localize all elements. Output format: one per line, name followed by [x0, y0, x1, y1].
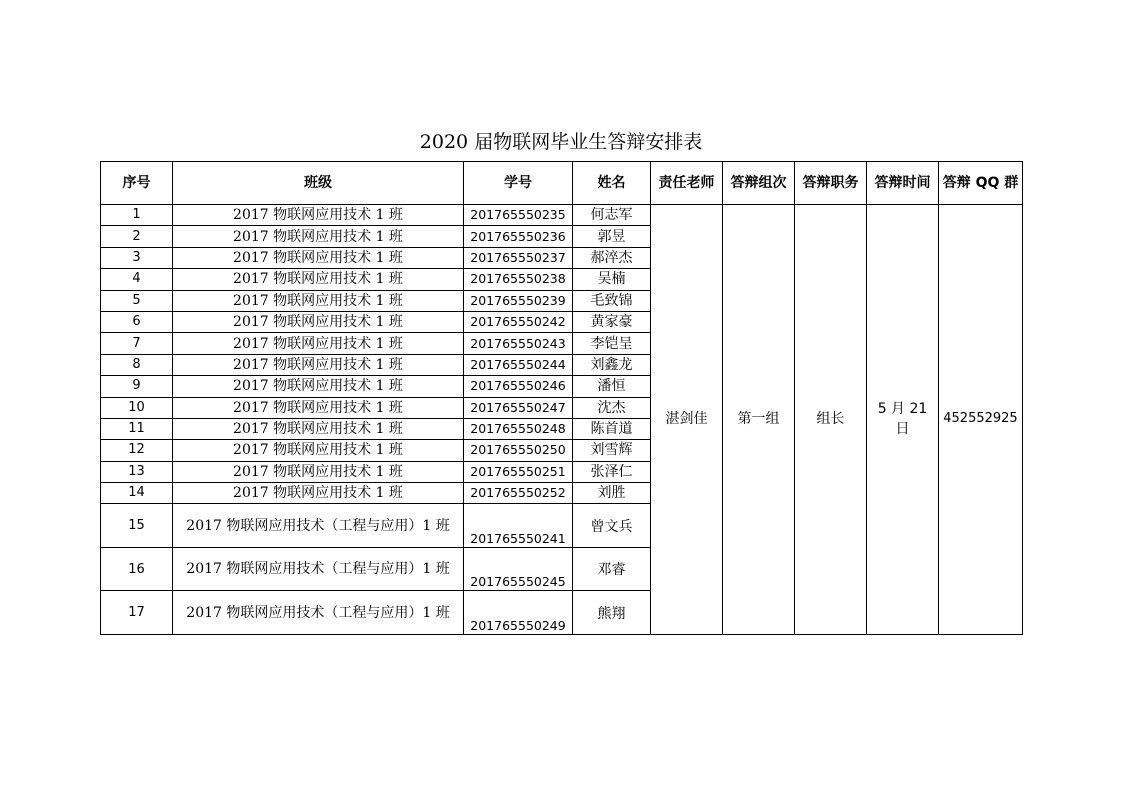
seq-cell: 7 [101, 333, 173, 354]
header-time: 答辩时间 [867, 162, 939, 205]
defense-schedule-table [100, 161, 1023, 635]
student-name-cell: 陈首道 [573, 418, 651, 439]
student-name-cell: 熊翔 [573, 591, 651, 635]
class-text: 2017 物联网应用技术（工程与应用）1 班 [186, 604, 450, 621]
class-cell [173, 504, 464, 548]
student-name-cell: 郭昱 [573, 226, 651, 247]
class-cell [173, 591, 464, 635]
seq-cell: 13 [101, 461, 173, 482]
seq-cell: 15 [101, 504, 173, 548]
group-cell: 第一组 [723, 205, 795, 635]
header-student-id: 学号 [464, 162, 573, 205]
student-id-cell: 201765550237 [464, 247, 573, 268]
header-class: 班级 [173, 162, 464, 205]
seq-cell: 1 [101, 205, 173, 226]
header-qq: 答辩 QQ 群 [939, 162, 1023, 205]
student-id-cell: 201765550249 [464, 591, 573, 635]
class-cell: 2017 物联网应用技术 1 班 [173, 311, 464, 332]
class-cell: 2017 物联网应用技术 1 班 [173, 418, 464, 439]
student-id-cell: 201765550244 [464, 354, 573, 375]
header-row [101, 162, 1023, 205]
seq-cell: 17 [101, 591, 173, 635]
class-text: 2017 物联网应用技术（工程与应用）1 班 [186, 517, 450, 534]
seq-cell: 6 [101, 311, 173, 332]
seq-cell: 2 [101, 226, 173, 247]
student-id-cell: 201765550241 [464, 504, 573, 548]
seq-cell: 10 [101, 397, 173, 418]
seq-cell: 16 [101, 547, 173, 591]
seq-cell: 12 [101, 440, 173, 461]
header-role: 答辩职务 [795, 162, 867, 205]
header-seq: 序号 [101, 162, 173, 205]
student-name-cell: 毛致锦 [573, 290, 651, 311]
student-name-cell: 曾文兵 [573, 504, 651, 548]
class-cell: 2017 物联网应用技术 1 班 [173, 290, 464, 311]
student-id-cell: 201765550246 [464, 376, 573, 397]
header-name: 姓名 [573, 162, 651, 205]
student-id-cell: 201765550245 [464, 547, 573, 591]
seq-cell: 5 [101, 290, 173, 311]
student-id-cell: 201765550235 [464, 205, 573, 226]
seq-cell: 14 [101, 483, 173, 504]
class-cell: 2017 物联网应用技术 1 班 [173, 205, 464, 226]
student-name-cell: 郝淬杰 [573, 247, 651, 268]
time-cell [867, 205, 939, 635]
time-text: 5 月 21 日 [877, 401, 928, 438]
student-name-cell: 刘胜 [573, 483, 651, 504]
class-cell: 2017 物联网应用技术 1 班 [173, 354, 464, 375]
student-id-cell: 201765550242 [464, 311, 573, 332]
student-name-cell: 李铠呈 [573, 333, 651, 354]
class-cell: 2017 物联网应用技术 1 班 [173, 397, 464, 418]
class-cell [173, 547, 464, 591]
class-cell: 2017 物联网应用技术 1 班 [173, 226, 464, 247]
student-name-cell: 刘鑫龙 [573, 354, 651, 375]
student-id-cell: 201765550252 [464, 483, 573, 504]
student-name-cell: 沈杰 [573, 397, 651, 418]
student-name-cell: 吴楠 [573, 269, 651, 290]
student-id-cell: 201765550236 [464, 226, 573, 247]
seq-cell: 4 [101, 269, 173, 290]
student-id-cell: 201765550239 [464, 290, 573, 311]
class-cell: 2017 物联网应用技术 1 班 [173, 333, 464, 354]
role-cell: 组长 [795, 205, 867, 635]
student-id-cell: 201765550243 [464, 333, 573, 354]
student-id-cell: 201765550251 [464, 461, 573, 482]
student-name-cell: 潘恒 [573, 376, 651, 397]
header-group: 答辩组次 [723, 162, 795, 205]
page-title: 2020 届物联网毕业生答辩安排表 [419, 131, 703, 153]
header-teacher: 责任老师 [651, 162, 723, 205]
student-name-cell: 张泽仁 [573, 461, 651, 482]
student-id-cell: 201765550238 [464, 269, 573, 290]
student-id-cell: 201765550247 [464, 397, 573, 418]
student-name-cell: 邓睿 [573, 547, 651, 591]
student-name-cell: 何志军 [573, 205, 651, 226]
student-id-cell: 201765550250 [464, 440, 573, 461]
seq-cell: 3 [101, 247, 173, 268]
class-text: 2017 物联网应用技术（工程与应用）1 班 [186, 561, 450, 578]
class-cell: 2017 物联网应用技术 1 班 [173, 440, 464, 461]
qq-cell: 452552925 [939, 205, 1023, 635]
seq-cell: 9 [101, 376, 173, 397]
table-row [101, 205, 1023, 226]
seq-cell: 8 [101, 354, 173, 375]
student-id-cell: 201765550248 [464, 418, 573, 439]
student-name-cell: 黄家豪 [573, 311, 651, 332]
student-name-cell: 刘雪辉 [573, 440, 651, 461]
class-cell: 2017 物联网应用技术 1 班 [173, 376, 464, 397]
seq-cell: 11 [101, 418, 173, 439]
class-cell: 2017 物联网应用技术 1 班 [173, 269, 464, 290]
class-cell: 2017 物联网应用技术 1 班 [173, 461, 464, 482]
class-cell: 2017 物联网应用技术 1 班 [173, 247, 464, 268]
teacher-cell: 湛剑佳 [651, 205, 723, 635]
class-cell: 2017 物联网应用技术 1 班 [173, 483, 464, 504]
